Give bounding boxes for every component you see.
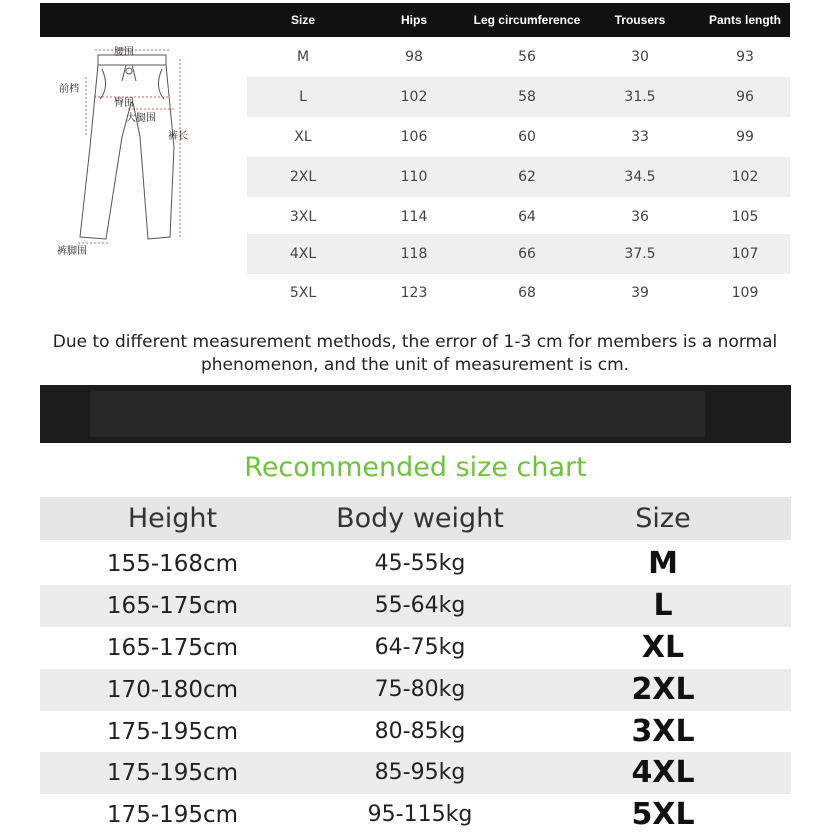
label-waist: 腰围 [114,47,134,58]
cell-leg: 60 [518,129,536,145]
cell-length: 93 [736,49,754,65]
pants-diagram [40,37,240,267]
label-thigh: 大腿围 [126,113,156,124]
recommended-header [40,497,791,540]
cell-height: 175-195cm [106,719,239,745]
header-body-weight: Body weight [336,503,504,534]
pants-outline-icon [40,37,240,267]
cell-leg: 68 [518,285,536,301]
label-hip: 臀围 [114,98,134,109]
table-row [40,669,791,711]
cell-size: M [296,49,310,65]
cell-height: 165-175cm [106,635,239,661]
cell-trousers: 33 [631,129,649,145]
cell-size: M [648,546,678,581]
cell-trousers: 34.5 [624,169,656,185]
table-row [247,197,790,237]
cell-size: L [653,588,673,623]
cell-length: 109 [731,285,759,301]
header-trousers: Trousers [614,13,666,27]
cell-size: 4XL [631,755,695,790]
banner-inner-panel [90,391,705,437]
table-row [247,37,790,77]
measurement-table-header [40,3,790,37]
label-length: 裤长 [168,131,188,142]
cell-leg: 64 [518,209,536,225]
cell-weight: 95-115kg [367,802,473,827]
cell-size: XL [641,630,685,665]
cell-size: L [299,89,307,105]
cell-length: 99 [736,129,754,145]
cell-leg: 56 [518,49,536,65]
cell-hips: 98 [405,49,423,65]
cell-weight: 45-55kg [374,551,466,576]
cell-weight: 55-64kg [374,593,466,618]
cell-size: 3XL [631,714,695,749]
cell-leg: 62 [518,169,536,185]
cell-weight: 85-95kg [374,760,466,785]
cell-trousers: 37.5 [624,246,656,262]
cell-hips: 102 [400,89,428,105]
cell-trousers: 39 [631,285,649,301]
cell-leg: 66 [518,246,536,262]
cell-hips: 123 [400,285,428,301]
cell-weight: 80-85kg [374,719,466,744]
table-row [40,752,791,794]
table-row [247,77,790,117]
cell-weight: 64-75kg [374,635,466,660]
cell-size: 3XL [289,209,317,225]
cell-trousers: 36 [631,209,649,225]
cell-hips: 110 [400,169,428,185]
cell-size: 5XL [289,285,317,301]
label-front-rise: 前档 [59,84,79,95]
cell-hips: 118 [400,246,428,262]
dark-banner [40,385,791,443]
header-size: Size [290,13,315,27]
table-row [247,157,790,197]
header-hips: Hips [400,13,427,27]
cell-size: 5XL [631,797,695,832]
header-leg-circumference: Leg circumference [473,13,581,27]
cell-height: 175-195cm [106,760,239,786]
measurement-note: Due to different measurement methods, the error of 1-3 cm for members is a normal phenomenon, and the unit of measurement is cm. [52,332,778,375]
cell-length: 107 [731,246,759,262]
cell-length: 96 [736,89,754,105]
cell-height: 155-168cm [106,551,239,577]
cell-length: 105 [731,209,759,225]
cell-size: 2XL [631,672,695,707]
table-row [40,794,791,836]
recommended-title: Recommended size chart [244,452,587,483]
cell-weight: 75-80kg [374,677,466,702]
cell-size: XL [294,129,312,145]
label-leg-opening: 裤脚围 [57,246,87,257]
cell-length: 102 [731,169,759,185]
table-row [247,273,790,313]
cell-size: 2XL [289,169,317,185]
header-pants-length: Pants length [708,13,781,27]
header-height: Height [127,503,218,534]
table-row [40,585,791,627]
cell-height: 175-195cm [106,802,239,828]
header-size: Size [635,503,691,534]
table-row [247,117,790,157]
cell-trousers: 31.5 [624,89,656,105]
table-row [40,543,791,585]
cell-size: 4XL [289,246,317,262]
table-row [247,234,790,274]
table-row [40,711,791,753]
cell-hips: 106 [400,129,428,145]
cell-height: 165-175cm [106,593,239,619]
cell-trousers: 30 [631,49,649,65]
cell-height: 170-180cm [106,677,239,703]
cell-hips: 114 [400,209,428,225]
cell-leg: 58 [518,89,536,105]
table-row [40,627,791,669]
